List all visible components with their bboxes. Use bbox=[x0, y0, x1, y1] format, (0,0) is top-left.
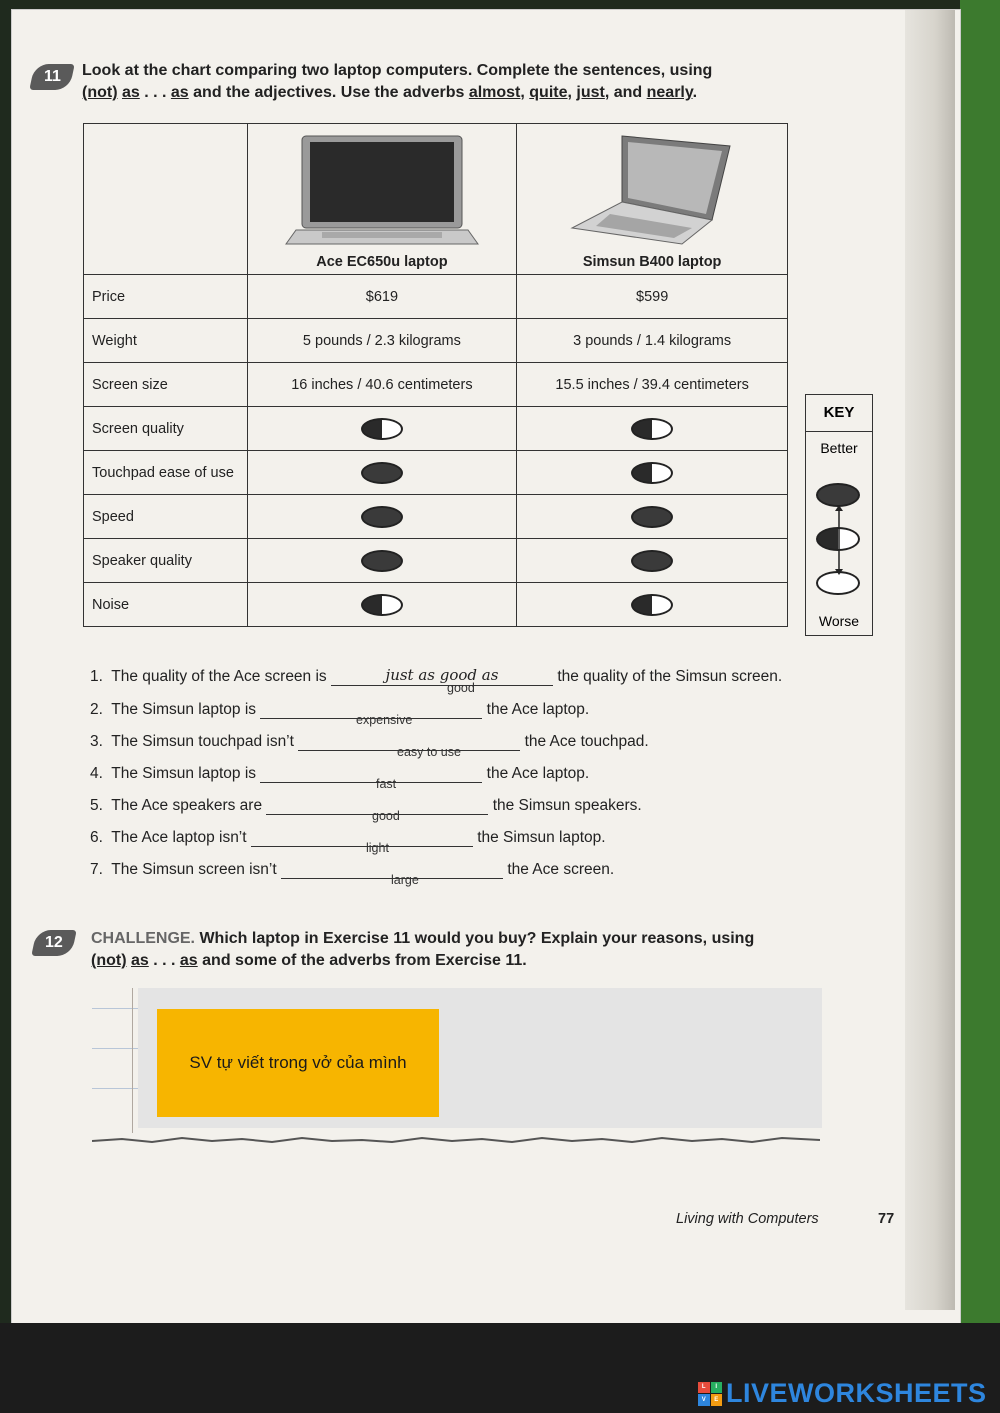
laptop-1-rating-cell bbox=[247, 583, 517, 627]
row-label: Weight bbox=[84, 319, 248, 363]
laptop-1-value: 16 inches / 40.6 centimeters bbox=[247, 363, 517, 407]
rating-icon bbox=[361, 550, 403, 572]
table-row bbox=[84, 363, 788, 407]
rating-key bbox=[805, 394, 873, 636]
margin-line bbox=[132, 988, 133, 1133]
sentence-7: 7. The Simsun screen isn’t the Ace screen. bbox=[90, 861, 615, 878]
ace-laptop-image bbox=[282, 132, 482, 250]
laptop-2-value: 3 pounds / 1.4 kilograms bbox=[517, 319, 788, 363]
sentence-5: 5. The Ace speakers are the Simsun speakers. bbox=[90, 797, 642, 814]
laptop-1-rating-cell bbox=[247, 407, 517, 451]
table-row bbox=[84, 275, 788, 319]
rating-icon bbox=[631, 506, 673, 528]
rating-icon bbox=[631, 594, 673, 616]
laptop-2-rating-cell bbox=[517, 583, 788, 627]
cue-word-7: large bbox=[391, 873, 419, 887]
sentence-4: 4. The Simsun laptop is the Ace laptop. bbox=[90, 765, 590, 782]
torn-paper-edge bbox=[92, 1132, 820, 1146]
instruction-line-2: (not) as . . . as and the adjectives. Use the adverbs almost, quite, just, and nearly. bbox=[82, 84, 698, 101]
table-header-row bbox=[84, 124, 788, 275]
exercise-11-badge: 11 bbox=[29, 64, 75, 90]
table-row bbox=[84, 407, 788, 451]
table-row bbox=[84, 495, 788, 539]
key-arrow-icon bbox=[835, 505, 843, 575]
rating-icon bbox=[361, 594, 403, 616]
rating-icon bbox=[361, 462, 403, 484]
exercise-12-line-1: CHALLENGE. Which laptop in Exercise 11 would you buy? Explain your reasons, using bbox=[91, 930, 755, 947]
table-row bbox=[84, 319, 788, 363]
rating-icon bbox=[631, 462, 673, 484]
laptop-comparison-table bbox=[83, 123, 788, 627]
laptop-2-header bbox=[517, 124, 788, 275]
liveworksheets-logo bbox=[698, 1378, 987, 1409]
footer-unit-title: Living with Computers bbox=[676, 1211, 819, 1227]
laptop-2-name: Simsun B400 laptop bbox=[582, 254, 722, 270]
answer-text-1: just as good as bbox=[385, 666, 499, 684]
background-green-band bbox=[960, 0, 1000, 1413]
brand-name: LIVEWORKSHEETS bbox=[726, 1378, 987, 1408]
cue-word-1: good bbox=[447, 681, 475, 695]
header-empty-cell bbox=[84, 124, 248, 275]
table-row bbox=[84, 583, 788, 627]
answer-note-box: SV tự viết trong vở của mình bbox=[157, 1009, 439, 1117]
sentence-2: 2. The Simsun laptop is the Ace laptop. bbox=[90, 701, 590, 718]
row-label: Price bbox=[84, 275, 248, 319]
sentence-6: 6. The Ace laptop isn’t the Simsun laptop. bbox=[90, 829, 606, 846]
table-row bbox=[84, 451, 788, 495]
row-label: Speed bbox=[84, 495, 248, 539]
laptop-1-value: 5 pounds / 2.3 kilograms bbox=[247, 319, 517, 363]
laptop-1-header bbox=[247, 124, 517, 275]
laptop-1-rating-cell bbox=[247, 539, 517, 583]
cue-word-3: easy to use bbox=[397, 745, 461, 759]
cue-word-4: fast bbox=[376, 777, 397, 791]
exercise-11-instruction bbox=[82, 60, 712, 104]
rating-icon bbox=[361, 418, 403, 440]
rating-icon bbox=[631, 418, 673, 440]
laptop-1-name: Ace EC650u laptop bbox=[316, 254, 448, 270]
table-row bbox=[84, 539, 788, 583]
sentence-1: 1. The quality of the Ace screen is just as good as the quality of the Simsun screen. bbox=[90, 666, 783, 685]
laptop-2-value: $599 bbox=[517, 275, 788, 319]
laptop-2-value: 15.5 inches / 39.4 centimeters bbox=[517, 363, 788, 407]
answer-blank-6[interactable] bbox=[251, 828, 473, 847]
page-number: 77 bbox=[878, 1211, 895, 1227]
rating-icon bbox=[631, 550, 673, 572]
key-worse-label: Worse bbox=[818, 613, 860, 629]
row-label: Speaker quality bbox=[84, 539, 248, 583]
cue-word-6: light bbox=[366, 841, 389, 855]
laptop-1-value: $619 bbox=[247, 275, 517, 319]
row-label: Noise bbox=[84, 583, 248, 627]
laptop-1-rating-cell bbox=[247, 495, 517, 539]
exercise-12-instruction bbox=[91, 928, 754, 972]
exercise-12-line-2: (not) as . . . as and some of the adverbs from Exercise 11. bbox=[91, 952, 527, 969]
row-label: Touchpad ease of use bbox=[84, 451, 248, 495]
rating-icon bbox=[361, 506, 403, 528]
laptop-2-rating-cell bbox=[517, 407, 788, 451]
cue-word-5: good bbox=[372, 809, 400, 823]
answer-blank-4[interactable] bbox=[260, 764, 482, 783]
key-full-rating-icon bbox=[816, 483, 860, 507]
sentence-3: 3. The Simsun touchpad isn’t the Ace touchpad. bbox=[90, 733, 649, 750]
row-label: Screen quality bbox=[84, 407, 248, 451]
laptop-1-rating-cell bbox=[247, 451, 517, 495]
simsun-laptop-image bbox=[552, 132, 752, 250]
key-title: KEY bbox=[806, 395, 872, 432]
logo-icon: L I V E bbox=[698, 1382, 722, 1406]
cue-word-2: expensive bbox=[356, 713, 413, 727]
answer-blank-1[interactable] bbox=[331, 667, 553, 686]
laptop-2-rating-cell bbox=[517, 495, 788, 539]
laptop-2-rating-cell bbox=[517, 451, 788, 495]
row-label: Screen size bbox=[84, 363, 248, 407]
page-edge-shadow bbox=[905, 10, 955, 1310]
exercise-12-badge: 12 bbox=[31, 930, 77, 956]
laptop-2-rating-cell bbox=[517, 539, 788, 583]
key-better-label: Better bbox=[820, 440, 858, 456]
instruction-line-1: Look at the chart comparing two laptop computers. Complete the sentences, using bbox=[82, 62, 713, 79]
